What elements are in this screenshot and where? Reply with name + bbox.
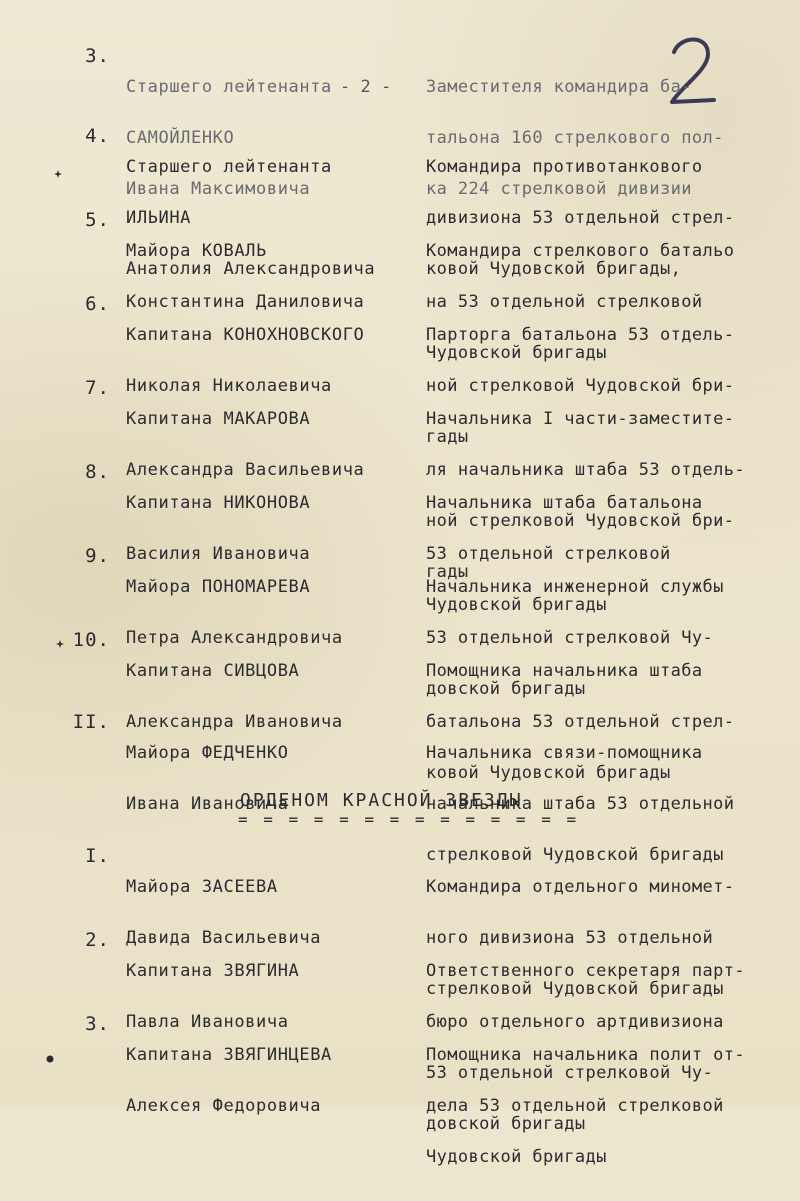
- position-line: Командира стрелкового батальо: [426, 241, 735, 261]
- position-line: Начальника связи-помощника: [426, 743, 703, 763]
- position-line: гады: [426, 427, 469, 447]
- person-given-names: Павла Ивановича: [126, 1012, 289, 1032]
- entry-number: 6.: [85, 293, 110, 315]
- entry-number: 9.: [85, 545, 110, 567]
- position-line: ной стрелковой Чудовской бри-: [426, 511, 735, 531]
- margin-mark: [46, 1055, 54, 1063]
- entry-number: II.: [72, 711, 110, 733]
- position-line: Заместителя командира ба-: [426, 77, 692, 97]
- person-rank-surname: Капитана ЗВЯГИНЦЕВА: [126, 1045, 332, 1065]
- position-line: ка 224 стрелковой дивизии: [426, 179, 692, 199]
- person-rank-surname: Капитана НИКОНОВА: [126, 493, 311, 513]
- person-given-names: Алексея Федоровича: [126, 1096, 322, 1116]
- person-rank-surname: Капитана КОНОХНОВСКОГО: [126, 325, 365, 345]
- person-given-names: Ивана Максимовича: [126, 179, 311, 199]
- person-given-names: Анатолия Александровича: [126, 259, 376, 279]
- section-heading: ОРДЕНОМ КРАСНОЙ ЗВЕЗДЫ: [240, 790, 523, 811]
- position-line: тальона 160 стрелкового пол-: [426, 128, 724, 148]
- person-rank: Старшего лейтенанта: [126, 77, 332, 97]
- position-line: дела 53 отдельной стрелковой: [426, 1096, 724, 1116]
- person-given-names: Константина Даниловича: [126, 292, 365, 312]
- entry-number: I.: [85, 845, 110, 867]
- person-rank-surname: Капитана СИВЦОВА: [126, 661, 300, 681]
- position-line: Начальника I части-заместите-: [426, 409, 735, 429]
- person-rank-surname: Майора ЗАСЕЕВА: [126, 877, 278, 897]
- person-rank-surname: Майора ФЕДЧЕНКО: [126, 743, 289, 763]
- person-rank-surname: Майора КОВАЛЬ: [126, 241, 267, 261]
- person-surname: ИЛЬИНА: [126, 208, 192, 228]
- position-line: Начальника штаба батальона: [426, 493, 703, 513]
- position-line: на 53 отдельной стрелковой: [426, 292, 703, 312]
- person-rank-surname: Капитана МАКАРОВА: [126, 409, 311, 429]
- position-line: Командира противотанкового: [426, 157, 703, 177]
- entry-number: 2.: [85, 929, 110, 951]
- position-line: Помощника начальника штаба: [426, 661, 703, 681]
- entry-number: 3.: [85, 1013, 110, 1035]
- person-given-names: Давида Васильевича: [126, 928, 322, 948]
- page-number-mark: - 2 -: [340, 77, 392, 97]
- position-line: Помощника начальника полит от-: [426, 1045, 746, 1065]
- entry-number: 5.: [85, 209, 110, 231]
- position-line: Чудовской бригады: [426, 1147, 607, 1167]
- position-line: дивизиона 53 отдельной стрел-: [426, 208, 735, 228]
- position-line: довской бригады: [426, 1114, 586, 1134]
- position-line: 53 отдельной стрелковой: [426, 544, 671, 564]
- position-line: Ответственного секретаря парт-: [426, 961, 746, 981]
- position-line: гады: [426, 562, 469, 582]
- position-line: довской бригады: [426, 679, 586, 699]
- person-given-names: Ивана Ивановича: [126, 794, 289, 814]
- position-line: ной стрелковой Чудовской бри-: [426, 376, 735, 396]
- person-surname: САМОЙЛЕНКО: [126, 128, 235, 148]
- entry-number: 4.: [85, 125, 110, 147]
- margin-mark: [56, 640, 64, 648]
- section-underline: = = = = = = = = = = = = = =: [238, 810, 580, 829]
- entry-person: [126, 1013, 416, 1149]
- position-line: ного дивизиона 53 отдельной: [426, 928, 714, 948]
- person-given-names: Александра Ивановича: [126, 712, 343, 732]
- position-line: ля начальника штаба 53 отдель-: [426, 460, 746, 480]
- position-line: Начальника инженерной службы: [426, 577, 724, 597]
- person-given-names: Василия Ивановича: [126, 544, 311, 564]
- position-line: Чудовской бригады: [426, 595, 607, 615]
- position-line: ковой Чудовской бригады,: [426, 259, 682, 279]
- entry-number: 10.: [72, 629, 110, 651]
- entry-number: 8.: [85, 461, 110, 483]
- margin-mark: [54, 170, 62, 178]
- position-line: стрелковой Чудовской бригады: [426, 979, 724, 999]
- entry-number: 3.: [85, 45, 110, 67]
- position-line: Парторга батальона 53 отдель-: [426, 325, 735, 345]
- entry-number: 7.: [85, 377, 110, 399]
- person-rank: Старшего лейтенанта: [126, 157, 332, 177]
- person-given-names: Николая Николаевича: [126, 376, 332, 396]
- position-line: бюро отдельного артдивизиона: [426, 1012, 724, 1032]
- position-line: 53 отдельной стрелковой Чу-: [426, 628, 714, 648]
- position-line: Чудовской бригады: [426, 343, 607, 363]
- person-rank-surname: Капитана ЗВЯГИНА: [126, 961, 300, 981]
- person-given-names: Александра Васильевича: [126, 460, 365, 480]
- position-line: начальника штаба 53 отдельной: [426, 794, 735, 814]
- position-line: 53 отдельной стрелковой Чу-: [426, 1063, 714, 1083]
- position-line: Командира отдельного миномет-: [426, 877, 735, 897]
- position-line: ковой Чудовской бригады: [426, 763, 671, 783]
- position-line: батальона 53 отдельной стрел-: [426, 712, 735, 732]
- position-line: стрелковой Чудовской бригады: [426, 845, 724, 865]
- person-rank-surname: Майора ПОНОМАРЕВА: [126, 577, 311, 597]
- person-given-names: Петра Александровича: [126, 628, 343, 648]
